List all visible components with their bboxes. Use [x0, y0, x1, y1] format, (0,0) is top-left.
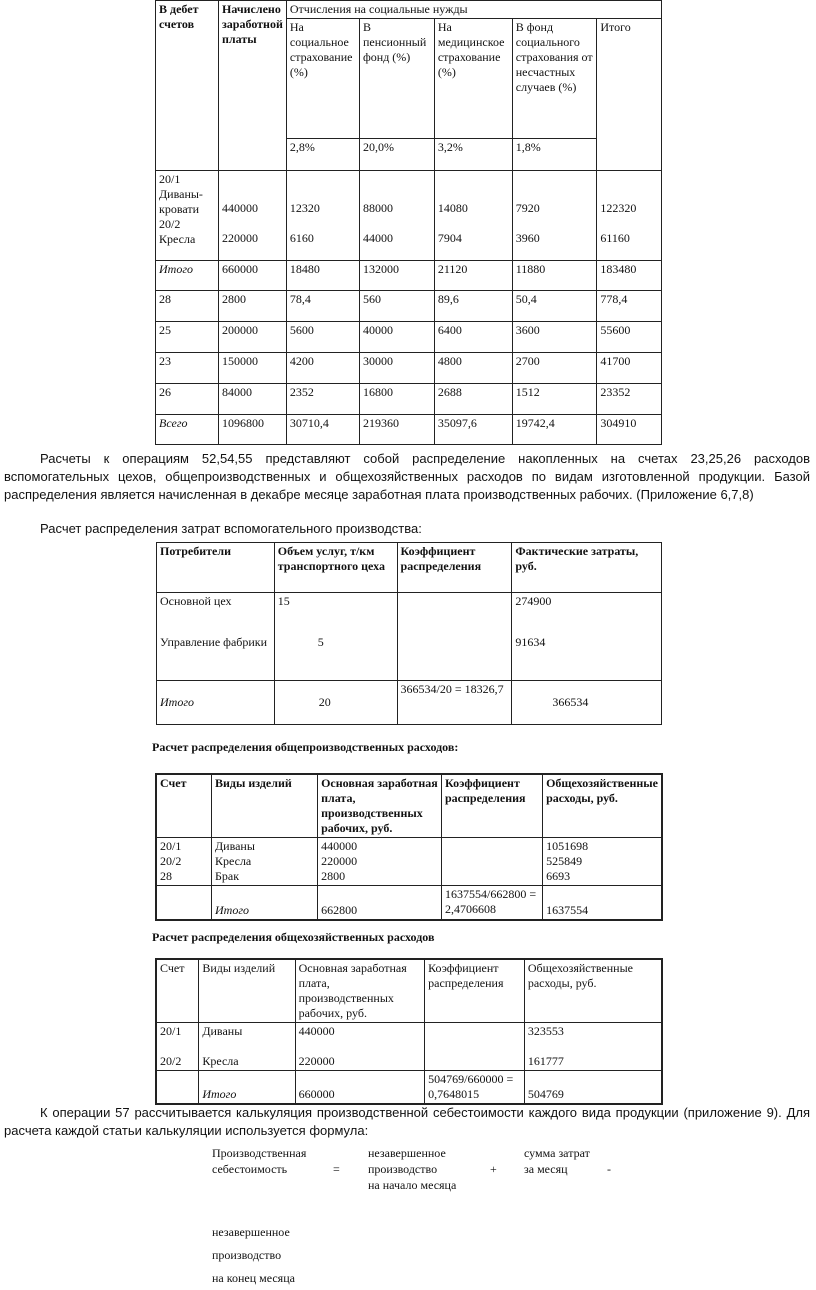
table-cell: 2688	[434, 384, 512, 415]
header-actual-costs: Фактические затраты, руб.	[512, 543, 662, 593]
table-cell: 560	[360, 291, 435, 322]
table-cell: 19742,4	[512, 415, 597, 445]
table-cell: Диваны Кресла	[199, 1023, 295, 1071]
table-cell: 4800	[434, 353, 512, 384]
table-cell: 183480	[597, 261, 662, 291]
formula-wip-start: незавершенное производство на начало месяца	[368, 1146, 457, 1192]
table-row	[156, 838, 662, 886]
table-cell: 20/1 20/2 28	[156, 838, 211, 886]
table-cell: 440000 220000	[218, 171, 286, 261]
formula-lhs: Производственная себестоимость	[212, 1146, 307, 1176]
header-expenses: Общехозяйственные расходы, руб.	[543, 774, 662, 838]
table-row	[156, 1071, 662, 1105]
general-expenses-table	[155, 958, 663, 1105]
table-cell	[156, 886, 211, 920]
table-cell: 11880	[512, 261, 597, 291]
table-cell: 304910	[597, 415, 662, 445]
table-cell: 122320 61160	[597, 171, 662, 261]
table-cell	[397, 593, 512, 681]
table-row	[156, 322, 662, 353]
table-cell: 12320 6160	[286, 171, 359, 261]
table-cell: 21120	[434, 261, 512, 291]
header-wages: Основная заработная плата, производственных рабочих, руб.	[318, 774, 442, 838]
table-cell: 366534	[512, 681, 662, 725]
formula-plus: +	[490, 1162, 497, 1176]
table-cell: 28	[156, 291, 219, 322]
table-row	[156, 261, 662, 291]
header-accident: В фонд социального страхования от несчастных случаев (%)	[512, 19, 597, 139]
header-wages: Основная заработная плата, производственных рабочих, руб.	[295, 959, 425, 1023]
table-cell: 4200	[286, 353, 359, 384]
table-cell: 78,4	[286, 291, 359, 322]
table-cell: 16800	[360, 384, 435, 415]
table-cell: 30710,4	[286, 415, 359, 445]
table-cell: 2700	[512, 353, 597, 384]
header-coefficient: Коэффициент распределения	[425, 959, 525, 1023]
paragraph-aux-calc: Расчет распределения затрат вспомогательного производства:	[40, 521, 422, 536]
rate-medical: 3,2%	[434, 139, 512, 171]
paragraph-distribution: Расчеты к операциям 52,54,55 представляют собой распределение накопленных на счетах 23,25,26 расходов вспомогательных цехов, общепроизводственных и общехозяйственных расходов по видам изготовленной продукции. Базой распределения является начисленная в декабре месяце заработная плата производственных рабочих. (Приложение 6,7,8)	[4, 451, 810, 502]
table-row	[156, 353, 662, 384]
group-label: 20/1 Диваны-кровати 20/2 Кресла	[156, 171, 219, 261]
table-cell: Всего	[156, 415, 219, 445]
table-cell	[512, 593, 662, 681]
table-cell: 88000 44000	[360, 171, 435, 261]
header-contributions: Отчисления на социальные нужды	[286, 1, 661, 19]
aux-production-table	[156, 542, 662, 725]
table-cell	[156, 1071, 199, 1105]
header-volume: Объем услуг, т/км транспортного цеха	[274, 543, 397, 593]
table-cell: 6400	[434, 322, 512, 353]
table-row	[156, 886, 662, 920]
header-accrued: Начислено заработной платы	[218, 1, 286, 171]
table-cell: 662800	[318, 886, 442, 920]
header-account: В дебет счетов	[156, 1, 219, 171]
table-cell: Итого	[199, 1071, 295, 1105]
table-cell: 660000	[218, 261, 286, 291]
table-cell: 2800	[218, 291, 286, 322]
caption-overhead: Расчет распределения общепроизводственных расходов:	[152, 740, 459, 754]
table-cell: 50,4	[512, 291, 597, 322]
header-coefficient: Коэффициент распределения	[397, 543, 512, 593]
table-cell: 25	[156, 322, 219, 353]
table-cell: Итого	[156, 261, 219, 291]
rate-social: 2,8%	[286, 139, 359, 171]
header-products: Виды изделий	[211, 774, 317, 838]
table-cell: 219360	[360, 415, 435, 445]
table-cell: 366534/20 = 18326,7	[397, 681, 512, 725]
consumer-main: Основной цех	[160, 594, 232, 608]
header-account: Счет	[156, 774, 211, 838]
cost-management: 91634	[515, 635, 546, 649]
table-cell: 20	[274, 681, 397, 725]
formula-equals: =	[333, 1162, 340, 1176]
table-cell: 55600	[597, 322, 662, 353]
rate-pension: 20,0%	[360, 139, 435, 171]
table-cell: 2352	[286, 384, 359, 415]
table-cell: 132000	[360, 261, 435, 291]
header-expenses: Общехозяйственные расходы, руб.	[524, 959, 662, 1023]
table-cell: 41700	[597, 353, 662, 384]
table-cell: 440000 220000	[295, 1023, 425, 1071]
table-cell: 20/1 20/2	[156, 1023, 199, 1071]
table-cell: 1637554	[543, 886, 662, 920]
consumer-management: Управление фабрики	[160, 635, 268, 649]
table-cell: 1051698 525849 6693	[543, 838, 662, 886]
cost-main: 274900	[515, 594, 552, 608]
header-medical: На медицинское страхование (%)	[434, 19, 512, 139]
formula-wip-end: незавершенное производство на конец месяца	[212, 1225, 295, 1285]
table-cell: 778,4	[597, 291, 662, 322]
header-account: Счет	[156, 959, 199, 1023]
table-cell	[274, 593, 397, 681]
table-cell: 1096800	[218, 415, 286, 445]
header-consumers: Потребители	[157, 543, 275, 593]
formula-costs-month: сумма затрат за месяц	[524, 1146, 590, 1176]
table-row	[156, 291, 662, 322]
table-cell: 18480	[286, 261, 359, 291]
paragraph-costing: К операции 57 рассчитывается калькуляция производственной себестоимости каждого вида продукции (приложение 9). Для расчета каждой статьи калькуляции используется формула:	[4, 1105, 810, 1138]
overhead-table	[155, 773, 663, 921]
table-row	[156, 1023, 662, 1071]
table-cell: 660000	[295, 1071, 425, 1105]
table-row	[156, 384, 662, 415]
rate-accident: 1,8%	[512, 139, 597, 171]
table-cell: 30000	[360, 353, 435, 384]
header-total: Итого	[597, 19, 662, 171]
caption-general-expenses: Расчет распределения общехозяйственных расходов	[152, 930, 435, 944]
table-row	[157, 681, 662, 725]
table-cell: 23	[156, 353, 219, 384]
table-cell: 7920 3960	[512, 171, 597, 261]
table-cell: 3600	[512, 322, 597, 353]
table-cell: 84000	[218, 384, 286, 415]
volume-management: 5	[317, 635, 324, 649]
header-pension: В пенсионный фонд (%)	[360, 19, 435, 139]
table-cell: Диваны Кресла Брак	[211, 838, 317, 886]
table-row	[157, 593, 662, 681]
table-cell	[425, 1023, 525, 1071]
table-cell: 35097,6	[434, 415, 512, 445]
volume-main: 15	[277, 594, 290, 608]
header-coefficient: Коэффициент распределения	[442, 774, 543, 838]
header-social: На социальное страхование (%)	[286, 19, 359, 139]
table-cell	[157, 593, 275, 681]
social-contributions-table	[155, 0, 662, 445]
table-cell: 23352	[597, 384, 662, 415]
table-cell: Итого	[157, 681, 275, 725]
table-cell	[442, 838, 543, 886]
table-cell: 323553 161777	[524, 1023, 662, 1071]
table-cell: 5600	[286, 322, 359, 353]
formula-minus: -	[607, 1162, 611, 1176]
table-cell: 504769	[524, 1071, 662, 1105]
table-cell: 504769/660000 = 0,7648015	[425, 1071, 525, 1105]
table-cell: 1512	[512, 384, 597, 415]
header-products: Виды изделий	[199, 959, 295, 1023]
table-cell: 440000 220000 2800	[318, 838, 442, 886]
table-cell: 150000	[218, 353, 286, 384]
table-cell: 26	[156, 384, 219, 415]
table-cell: 14080 7904	[434, 171, 512, 261]
table-cell: 1637554/662800 = 2,4706608	[442, 886, 543, 920]
table-cell: 40000	[360, 322, 435, 353]
table-cell: 200000	[218, 322, 286, 353]
table-row	[156, 415, 662, 445]
table-cell: Итого	[211, 886, 317, 920]
table-cell: 89,6	[434, 291, 512, 322]
